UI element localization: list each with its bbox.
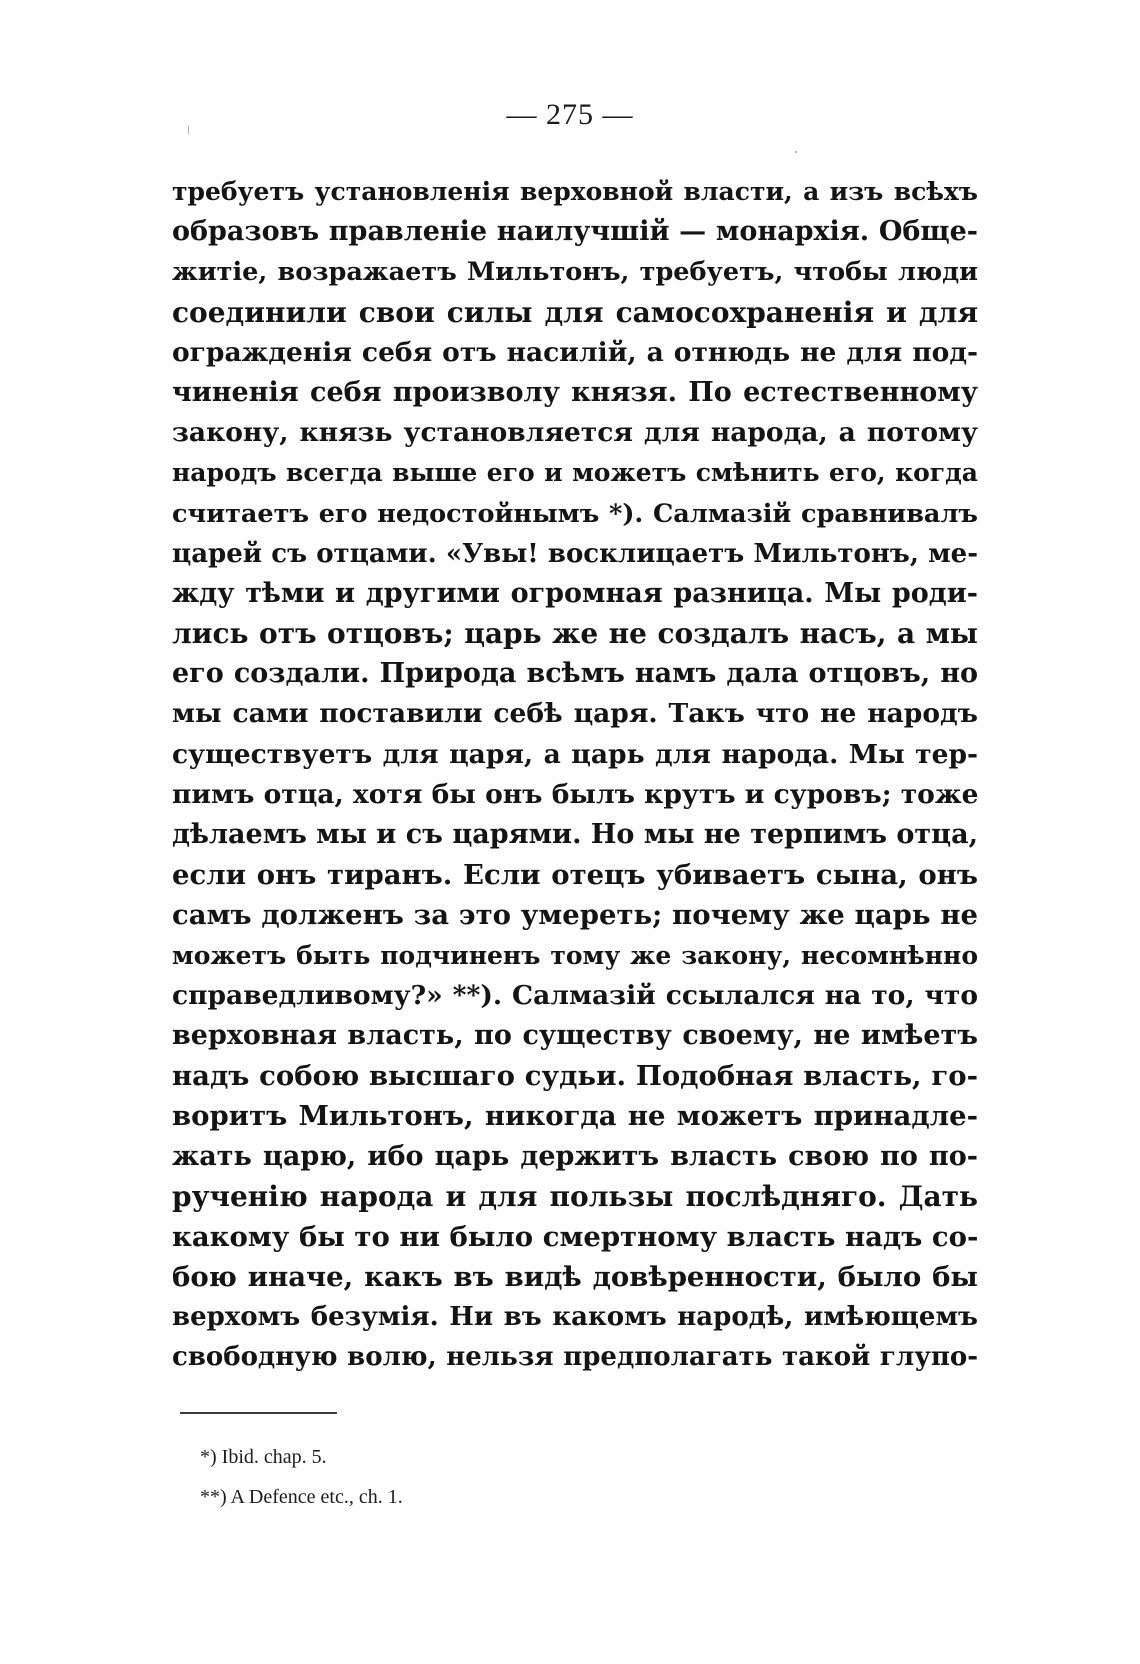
footnote-divider (180, 1412, 337, 1414)
text-line: жать царю, ибо царь держитъ власть свою по по- (172, 1140, 978, 1172)
text-line: считаетъ его недостойнымъ *). Салмазій сравнивалъ (172, 498, 978, 529)
text-line: чиненія себя произволу князя. По естественному (172, 376, 978, 408)
text-line: верхомъ безумія. Ни въ какомъ народѣ, имѣющемъ (172, 1302, 978, 1333)
text-line: мы сами поставили себѣ царя. Такъ что не народъ (172, 698, 978, 730)
text-line: какому бы то ни было смертному власть надъ со- (172, 1220, 978, 1253)
text-line: пимъ отца, хотя бы онъ былъ крутъ и суровъ; тоже (172, 778, 978, 810)
text-line: жду тѣми и другими огромная разница. Мы роди- (172, 577, 978, 609)
text-line: надъ собою высшаго судьи. Подобная власть, го- (172, 1060, 978, 1093)
text-line: его создали. Природа всѣмъ намъ дала отцовъ, но (172, 658, 978, 690)
scan-speck (795, 151, 797, 153)
text-line: справедливому?» **). Салмазій ссылался на то, что (172, 979, 978, 1011)
text-line: рученію народа и для пользы послѣдняго. Дать (172, 1179, 978, 1213)
page-number: — 275 — (506, 98, 634, 131)
text-line: дѣлаемъ мы и съ царями. Но мы не терпимъ отца, (172, 819, 978, 850)
text-line: царей съ отцами. «Увы! восклицаетъ Мильтонъ, ме- (172, 538, 978, 569)
text-line: соединили свои силы для самосохраненія и для (172, 295, 978, 329)
footnotes (200, 1438, 900, 1516)
body-text (172, 172, 978, 1378)
text-line: житіе, возражаетъ Мильтонъ, требуетъ, чтобы люди (172, 257, 978, 288)
footnote: *) Ibid. chap. 5. (200, 1446, 327, 1468)
text-line: требуетъ установленія верховной власти, а изъ всѣхъ (172, 177, 978, 206)
text-line: самъ долженъ за это умереть; почему же царь не (172, 899, 978, 932)
text-line: бою иначе, какъ въ видѣ довѣренности, было бы (172, 1261, 978, 1294)
text-line: закону, князь установляется для народа, а потому (172, 417, 978, 449)
scan-speck (188, 126, 189, 134)
text-line: народъ всегда выше его и можетъ смѣнить его, когда (172, 458, 978, 488)
text-line: существуетъ для царя, а царь для народа. Мы тер- (172, 738, 978, 770)
text-line: воритъ Мильтонъ, никогда не можетъ принадле- (172, 1100, 978, 1133)
text-line: лись отъ отцовъ; царь же не создалъ насъ, а мы (172, 617, 978, 651)
text-line: верховная власть, по существу своему, не имѣетъ (172, 1019, 978, 1051)
footnote: **) A Defence etc., ch. 1. (200, 1486, 403, 1508)
text-line: образовъ правленіе наилучшій — монархія. Обще- (172, 216, 978, 248)
text-line: свободную волю, нельзя предполагать такой глупо- (172, 1342, 978, 1373)
text-line: можетъ быть подчиненъ тому же закону, несомнѣнно (172, 940, 978, 970)
text-line: огражденія себя отъ насилій, а отнюдь не для под- (172, 336, 978, 368)
text-line: если онъ тиранъ. Если отецъ убиваетъ сына, онъ (172, 859, 978, 892)
